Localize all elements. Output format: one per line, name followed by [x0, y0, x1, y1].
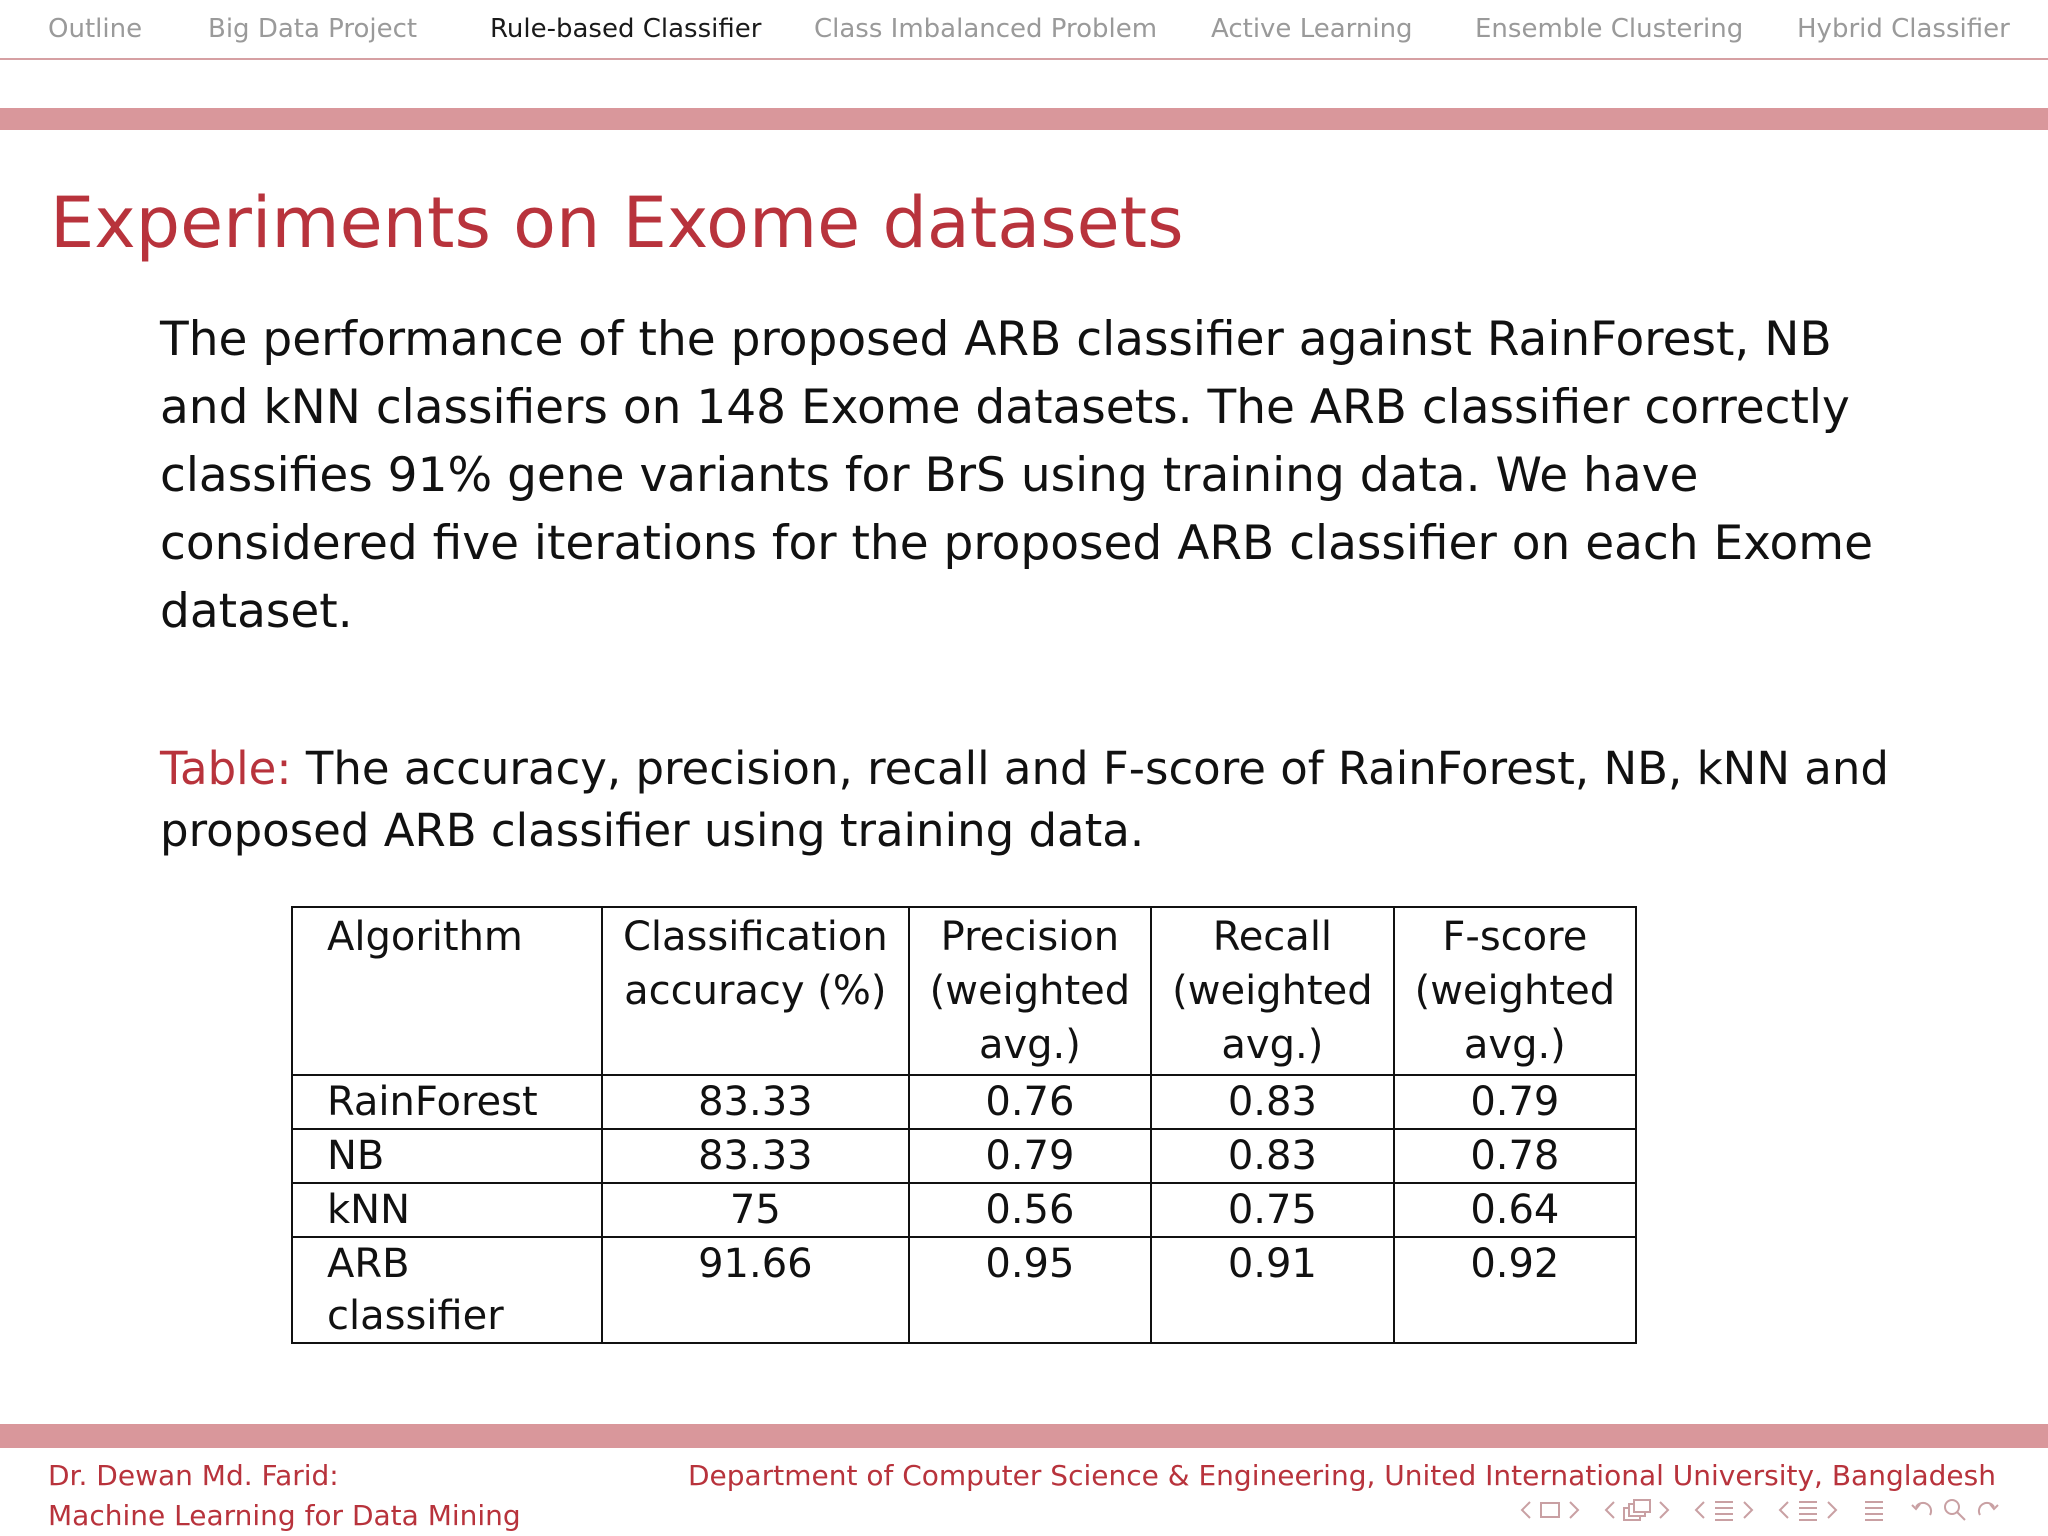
cell-accuracy: 83.33: [602, 1075, 909, 1129]
cell-precision: 0.56: [909, 1183, 1151, 1237]
footer-author: Dr. Dewan Md. Farid:: [48, 1459, 339, 1492]
section-icon[interactable]: [1712, 1498, 1736, 1522]
caption-text: The accuracy, precision, recall and F-score of RainForest, NB, kNN and: [291, 742, 1889, 795]
next-subsection-icon[interactable]: [1658, 1500, 1670, 1520]
cell-precision: 0.95: [909, 1237, 1151, 1343]
cell-algorithm: NB: [292, 1129, 602, 1183]
table-header-row: [292, 907, 1636, 1075]
nav-item-class-imbalanced-problem[interactable]: Class Imbalanced Problem: [814, 14, 1158, 44]
back-icon[interactable]: [1910, 1497, 1936, 1523]
paragraph-line: dataset.: [160, 584, 353, 639]
table-row: [292, 1237, 1636, 1343]
cell-recall: 0.75: [1151, 1183, 1393, 1237]
header-line: (weighted: [929, 968, 1131, 1014]
header-line: accuracy (%): [624, 968, 887, 1014]
cell-algorithm: kNN: [292, 1183, 602, 1237]
nav-item-hybrid-classifier[interactable]: Hybrid Classifier: [1797, 14, 2010, 44]
header-line: avg.): [1221, 1022, 1324, 1068]
header-classification-accuracy: [602, 907, 909, 1075]
header-line: Algorithm: [327, 914, 523, 960]
frame-icon[interactable]: [1538, 1500, 1562, 1520]
section-nav-group: [1694, 1498, 1754, 1522]
nav-item-ensemble-clustering[interactable]: Ensemble Clustering: [1475, 14, 1744, 44]
paragraph-line: The performance of the proposed ARB classifier against RainForest, NB: [160, 312, 1832, 367]
header-line: avg.): [1463, 1022, 1566, 1068]
cell-recall: 0.83: [1151, 1129, 1393, 1183]
prev-frame-icon[interactable]: [1520, 1500, 1532, 1520]
cell-recall: 0.91: [1151, 1237, 1393, 1343]
search-nav-group: [1910, 1497, 2000, 1523]
cell-algorithm: ARB classifier: [292, 1237, 602, 1343]
cell-f-score: 0.64: [1394, 1183, 1636, 1237]
appendix-nav-group: [1862, 1498, 1886, 1522]
cell-f-score: 0.78: [1394, 1129, 1636, 1183]
next-section-icon[interactable]: [1742, 1500, 1754, 1520]
cell-algorithm: RainForest: [292, 1075, 602, 1129]
section-navigation: [0, 0, 2048, 60]
slide-paragraph: [160, 306, 1890, 646]
header-algorithm: [292, 907, 602, 1075]
next-document-icon[interactable]: [1826, 1500, 1838, 1520]
header-band: [0, 108, 2048, 130]
cell-accuracy: 83.33: [602, 1129, 909, 1183]
footer-author-block: [48, 1456, 521, 1536]
header-f-score: [1394, 907, 1636, 1075]
paragraph-line: considered five iterations for the proposed ARB classifier on each Exome: [160, 516, 1873, 571]
cell-precision: 0.76: [909, 1075, 1151, 1129]
paragraph-line: and kNN classifiers on 148 Exome datasets. The ARB classifier correctly: [160, 380, 1850, 435]
search-icon[interactable]: [1942, 1497, 1968, 1523]
header-line: Classification: [623, 914, 888, 960]
nav-item-outline[interactable]: Outline: [48, 14, 143, 44]
table-row: [292, 1129, 1636, 1183]
document-icon[interactable]: [1796, 1498, 1820, 1522]
footer-band: [0, 1424, 2048, 1448]
frame-nav-group: [1520, 1500, 1580, 1520]
header-line: (weighted: [1414, 968, 1616, 1014]
subsection-icon[interactable]: [1622, 1498, 1652, 1522]
subsection-nav-group: [1604, 1498, 1670, 1522]
cell-f-score: 0.92: [1394, 1237, 1636, 1343]
footer-affiliation: Department of Computer Science & Engineering, United International University, Bangladesh: [687, 1459, 1996, 1492]
header-line: avg.): [978, 1022, 1081, 1068]
next-frame-icon[interactable]: [1568, 1500, 1580, 1520]
header-line: F-score: [1442, 914, 1588, 960]
header-precision: [909, 907, 1151, 1075]
results-table: [291, 906, 1637, 1344]
cell-f-score: 0.79: [1394, 1075, 1636, 1129]
prev-subsection-icon[interactable]: [1604, 1500, 1616, 1520]
nav-item-active-learning[interactable]: Active Learning: [1211, 14, 1413, 44]
table-row: [292, 1183, 1636, 1237]
caption-label: Table:: [160, 742, 292, 795]
prev-section-icon[interactable]: [1694, 1500, 1706, 1520]
header-line: (weighted: [1172, 968, 1373, 1014]
cell-precision: 0.79: [909, 1129, 1151, 1183]
caption-line: proposed ARB classifier using training data.: [160, 804, 1145, 857]
header-recall: [1151, 907, 1393, 1075]
nav-item-rule-based-classifier[interactable]: Rule-based Classifier: [490, 14, 762, 44]
paragraph-line: classifies 91% gene variants for BrS using training data. We have: [160, 448, 1699, 503]
caption-line: [160, 738, 1890, 800]
cell-accuracy: 75: [602, 1183, 909, 1237]
forward-icon[interactable]: [1974, 1497, 2000, 1523]
table-caption: [160, 738, 1890, 862]
prev-document-icon[interactable]: [1778, 1500, 1790, 1520]
cell-accuracy: 91.66: [602, 1237, 909, 1343]
slide-title: Experiments on Exome datasets: [50, 182, 1184, 264]
table-row: [292, 1075, 1636, 1129]
nav-item-big-data-project[interactable]: Big Data Project: [208, 14, 418, 44]
document-nav-group: [1778, 1498, 1838, 1522]
cell-recall: 0.83: [1151, 1075, 1393, 1129]
beamer-navigation-controls: [1506, 1494, 2000, 1526]
header-line: Precision: [940, 914, 1120, 960]
header-line: Recall: [1212, 914, 1333, 960]
appendix-icon[interactable]: [1862, 1498, 1886, 1522]
footer-course: Machine Learning for Data Mining: [48, 1499, 521, 1532]
